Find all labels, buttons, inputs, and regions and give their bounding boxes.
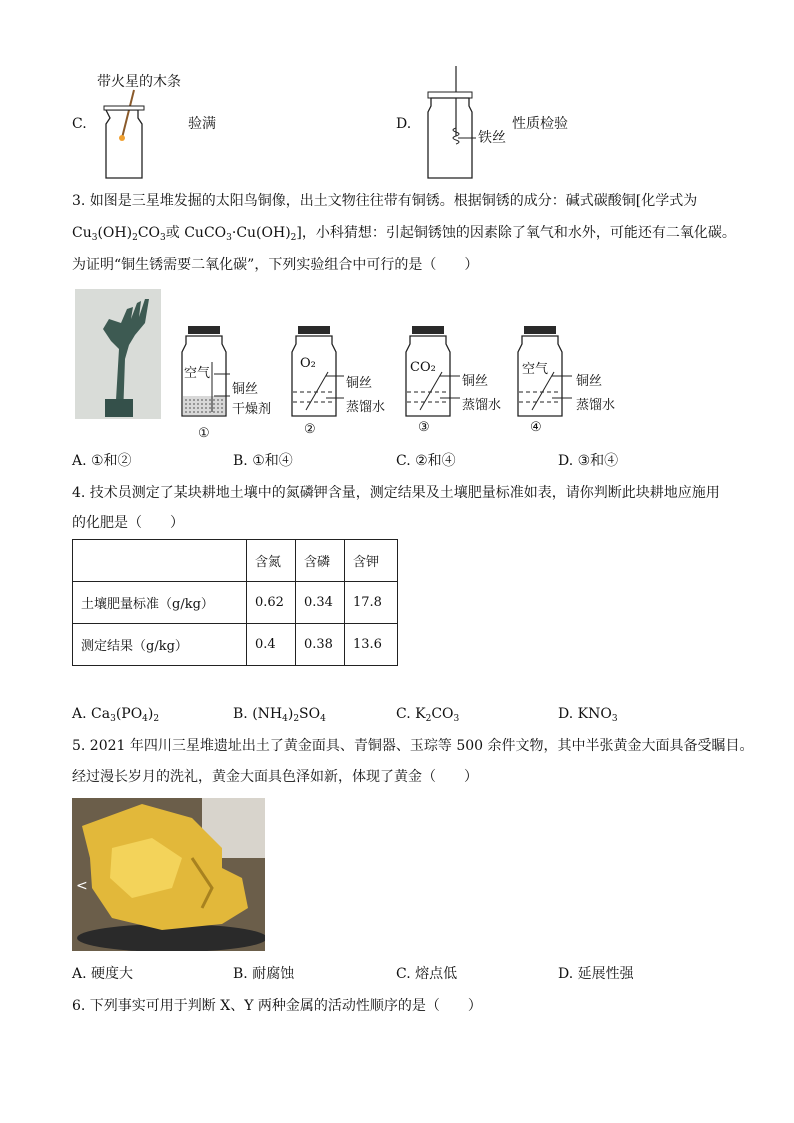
bottle-1-label-1: 铜丝 [232,382,259,397]
table-row [73,624,398,666]
q3-line-3: 为证明“铜生锈需要二氧化碳”，下列实验组合中可行的是（ ） [72,257,479,273]
option-c-letter: C. [72,116,87,132]
table-cell: 0.38 [296,624,345,666]
option-d-wire-label: 铁丝 [478,130,506,146]
table-cell: 土壤肥量标准（g/kg） [73,582,247,624]
q3-option-a[interactable]: A. ①和② [72,453,132,469]
table-header-cell: 含氮 [247,540,296,582]
bottle-3-label-1: 铜丝 [462,374,489,389]
bottle-1-number: ① [198,426,210,441]
q3-option-b[interactable]: B. ①和④ [233,453,293,469]
q3-line-1: 3. 如图是三星堆发掘的太阳鸟铜像，出土文物往往带有铜锈。根据铜锈的成分：碱式碳酸铜[化学式为 [72,193,698,209]
bottle-2 [292,326,344,416]
q5-line-1: 5. 2021 年四川三星堆遗址出土了黄金面具、青铜器、玉琮等 500 余件文物，其中半张黄金大面具备受瞩目。 [72,738,754,754]
nutrient-table [72,539,398,666]
table-row [73,582,398,624]
bronze-sunbird-photo [75,289,161,419]
q4-line-2: 的化肥是（ ） [72,515,184,531]
table-header-cell [73,540,247,582]
bottle-3-gas: CO₂ [410,360,436,375]
bottle-4-label-1: 铜丝 [576,374,603,389]
q3-line-2: $Cu_3(OH)_2CO_3$或 $CuCO_3\cdot Cu(OH)_2$]，小科猜想：引起铜锈蚀的因素除了氧气和水外，可能还有二氧化碳。 [72,225,736,243]
bottle-3-number: ③ [418,420,430,435]
option-d-label: 性质检验 [512,116,568,132]
bottle-2-label-2: 蒸馏水 [346,400,386,415]
table-header-cell: 含磷 [296,540,345,582]
option-d-letter: D. [396,116,412,132]
bottle-1-gas: 空气 [184,366,211,381]
bottle-2-number: ② [304,422,316,437]
table-cell: 13.6 [345,624,398,666]
q5-option-c[interactable]: C. 熔点低 [396,966,458,982]
q3-option-c[interactable]: C. ②和④ [396,453,456,469]
bottle-2-label-1: 铜丝 [346,376,373,391]
q5-option-b[interactable]: B. 耐腐蚀 [233,966,295,982]
gold-mask-photo [72,798,265,951]
option-c-caption: 带火星的木条 [97,74,181,90]
table-cell: 0.34 [296,582,345,624]
option-c-label: 验满 [188,116,216,132]
q3-option-d[interactable]: D. ③和④ [558,453,619,469]
table-cell: 测定结果（g/kg） [73,624,247,666]
table-cell: 0.4 [247,624,296,666]
q4-option-d[interactable]: D. $KNO_3$ [558,706,618,724]
q4-option-c[interactable]: C. $K_2CO_3$ [396,706,460,724]
table-cell: 17.8 [345,582,398,624]
option-d-bottle-diagram [424,66,480,180]
q4-line-1: 4. 技术员测定了某块耕地土壤中的氮磷钾含量，测定结果及土壤肥量标准如表，请你判断此块耕地应施用 [72,485,720,501]
bottle-2-gas: O₂ [300,356,316,371]
option-c-bottle-diagram [100,88,148,180]
bottle-4-number: ④ [530,420,542,435]
q5-option-d[interactable]: D. 延展性强 [558,966,634,982]
bottle-4-gas: 空气 [522,362,549,377]
table-header-cell: 含钾 [345,540,398,582]
q6-line-1: 6. 下列事实可用于判断 X、Y 两种金属的活动性顺序的是（ ） [72,998,482,1014]
bottle-4-label-2: 蒸馏水 [576,398,616,413]
table-header-row [73,540,398,582]
svg-text:<: < [76,878,88,894]
table-cell: 0.62 [247,582,296,624]
q5-line-2: 经过漫长岁月的洗礼，黄金大面具色泽如新，体现了黄金（ ） [72,769,478,785]
q4-option-a[interactable]: A. $Ca_3(PO_4)_2$ [72,706,160,724]
bottle-3-label-2: 蒸馏水 [462,398,502,413]
q4-option-b[interactable]: B. $(NH_4)_2SO_4$ [233,706,326,724]
q5-option-a[interactable]: A. 硬度大 [72,966,134,982]
bottle-1-label-2: 干燥剂 [232,402,272,417]
